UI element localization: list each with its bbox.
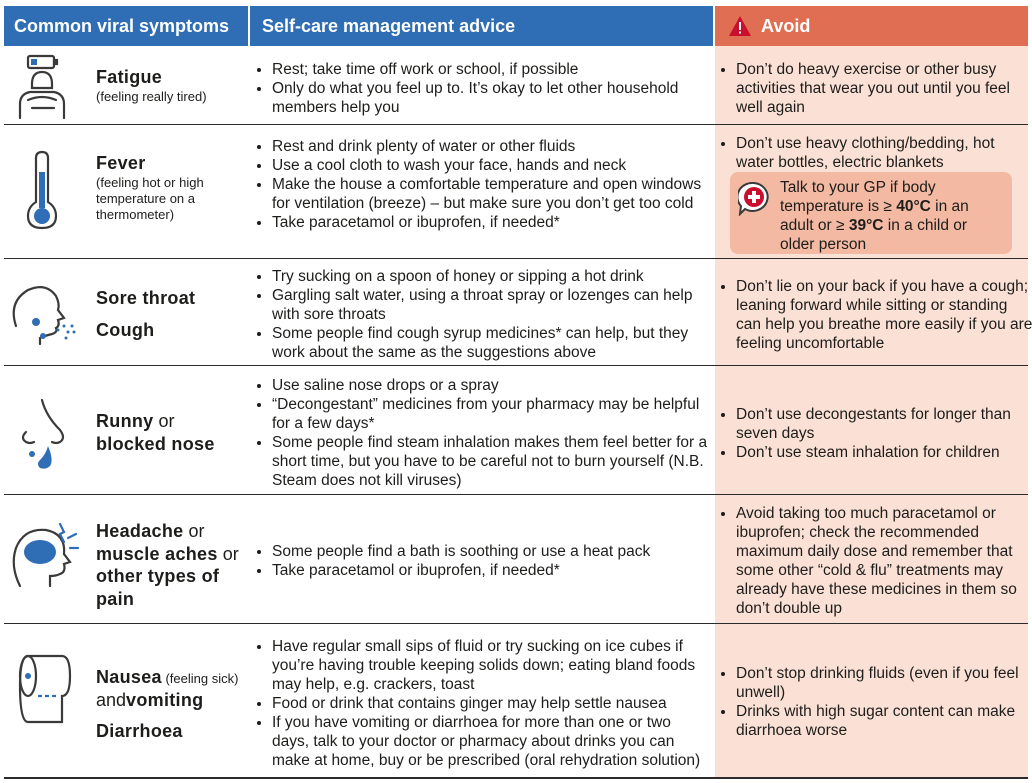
- toilet-roll-icon: [6, 650, 78, 722]
- table-bottom-border: [4, 777, 1028, 779]
- symptom-nausea: Nausea (feeling sick) andvomiting Diarrhoea: [96, 667, 239, 741]
- gp-callout-text: Talk to your GP if body temperature is ≥ 40°C in an adult or ≥ 39°C in a child or older person: [780, 179, 969, 253]
- symptom-runny-nose: Runny or blocked nose: [96, 411, 215, 454]
- avoid-list-nose: • Don’t use decongestants for longer than seven days • Don’t use steam inhalation for children: [720, 405, 1032, 462]
- gp-callout: [730, 172, 1012, 254]
- row-divider: [4, 623, 1028, 624]
- warning-icon: [729, 16, 751, 36]
- header-advice: Self-care management advice: [250, 6, 713, 46]
- symptom-sore-throat: Sore throat Cough: [96, 288, 196, 340]
- fatigue-person-icon: [6, 52, 78, 124]
- avoid-list-nausea: • Don’t stop drinking fluids (even if you feel unwell) • Drinks with high sugar content can make diarrhoea worse: [720, 664, 1032, 740]
- headache-head-icon: [6, 516, 78, 588]
- runny-nose-icon: [6, 396, 78, 468]
- advice-list-nausea: • Have regular small sips of fluid or try sucking on ice cubes if you’re having trouble keeping solids down; eating bland foods may help, e.g. crackers, toast • Food or drink that contains ginger may help settle nausea • If you have vomiting or diarrhoea for more than one or two days, talk to your doctor or pharmacy about drinks you can make at home, buy or be prescribed (oral rehydration solution): [256, 637, 712, 770]
- thermometer-icon: [6, 150, 78, 222]
- advice-list-fatigue: • Rest; take time off work or school, if possible • Only do what you feel up to. It’s okay to let other household members help you: [256, 60, 712, 117]
- coughing-head-icon: [6, 276, 78, 348]
- advice-list-nose: • Use saline nose drops or a spray • “Decongestant” medicines from your pharmacy may be helpful for a few days* • Some people find steam inhalation makes them feel better for a short time, but you have to be careful not to burn yourself (N.B. Steam does not kill viruses): [256, 376, 712, 490]
- symptom-fatigue: Fatigue (feeling really tired): [96, 67, 207, 104]
- symptom-fever: Fever (feeling hot or high temperature on a thermometer): [96, 153, 204, 222]
- avoid-list-headache: • Avoid taking too much paracetamol or ibuprofen; check the recommended maximum daily dose and remember that some other “cold & flu” treatments may already have these medicines in them so don’t double up: [720, 504, 1032, 618]
- advice-list-fever: • Rest and drink plenty of water or other fluids • Use a cool cloth to wash your face, hands and neck • Make the house a comfortable temperature and open windows for ventilation (breeze) – but make sure you don’t get too cold • Take paracetamol or ibuprofen, if needed*: [256, 137, 712, 232]
- header-symptoms: Common viral symptoms: [4, 6, 248, 46]
- advice-list-headache: • Some people find a bath is soothing or use a heat pack • Take paracetamol or ibuprofen, if needed*: [256, 542, 712, 580]
- header-avoid: Avoid: [715, 6, 1028, 46]
- advice-list-throat: • Try sucking on a spoon of honey or sipping a hot drink • Gargling salt water, using a throat spray or lozenges can help with sore throats • Some people find cough syrup medicines* can help, but they work about the same as the suggestions above: [256, 267, 712, 362]
- avoid-list-fatigue: • Don’t do heavy exercise or other busy activities that wear you out until you feel well again: [720, 60, 1032, 117]
- row-divider: [4, 124, 1028, 125]
- symptom-headache: Headache or muscle aches or other types of pain: [96, 521, 239, 609]
- row-divider: [4, 365, 1028, 366]
- row-divider: [4, 494, 1028, 495]
- avoid-list-throat: • Don’t lie on your back if you have a cough; leaning forward while sitting or standing can help you breathe more easily if you are feeling uncomfortable: [720, 277, 1032, 353]
- row-divider: [4, 258, 1028, 259]
- medical-cross-bubble-icon: [738, 182, 770, 214]
- avoid-list-fever: • Don’t use heavy clothing/bedding, hot water bottles, electric blankets: [720, 134, 1032, 172]
